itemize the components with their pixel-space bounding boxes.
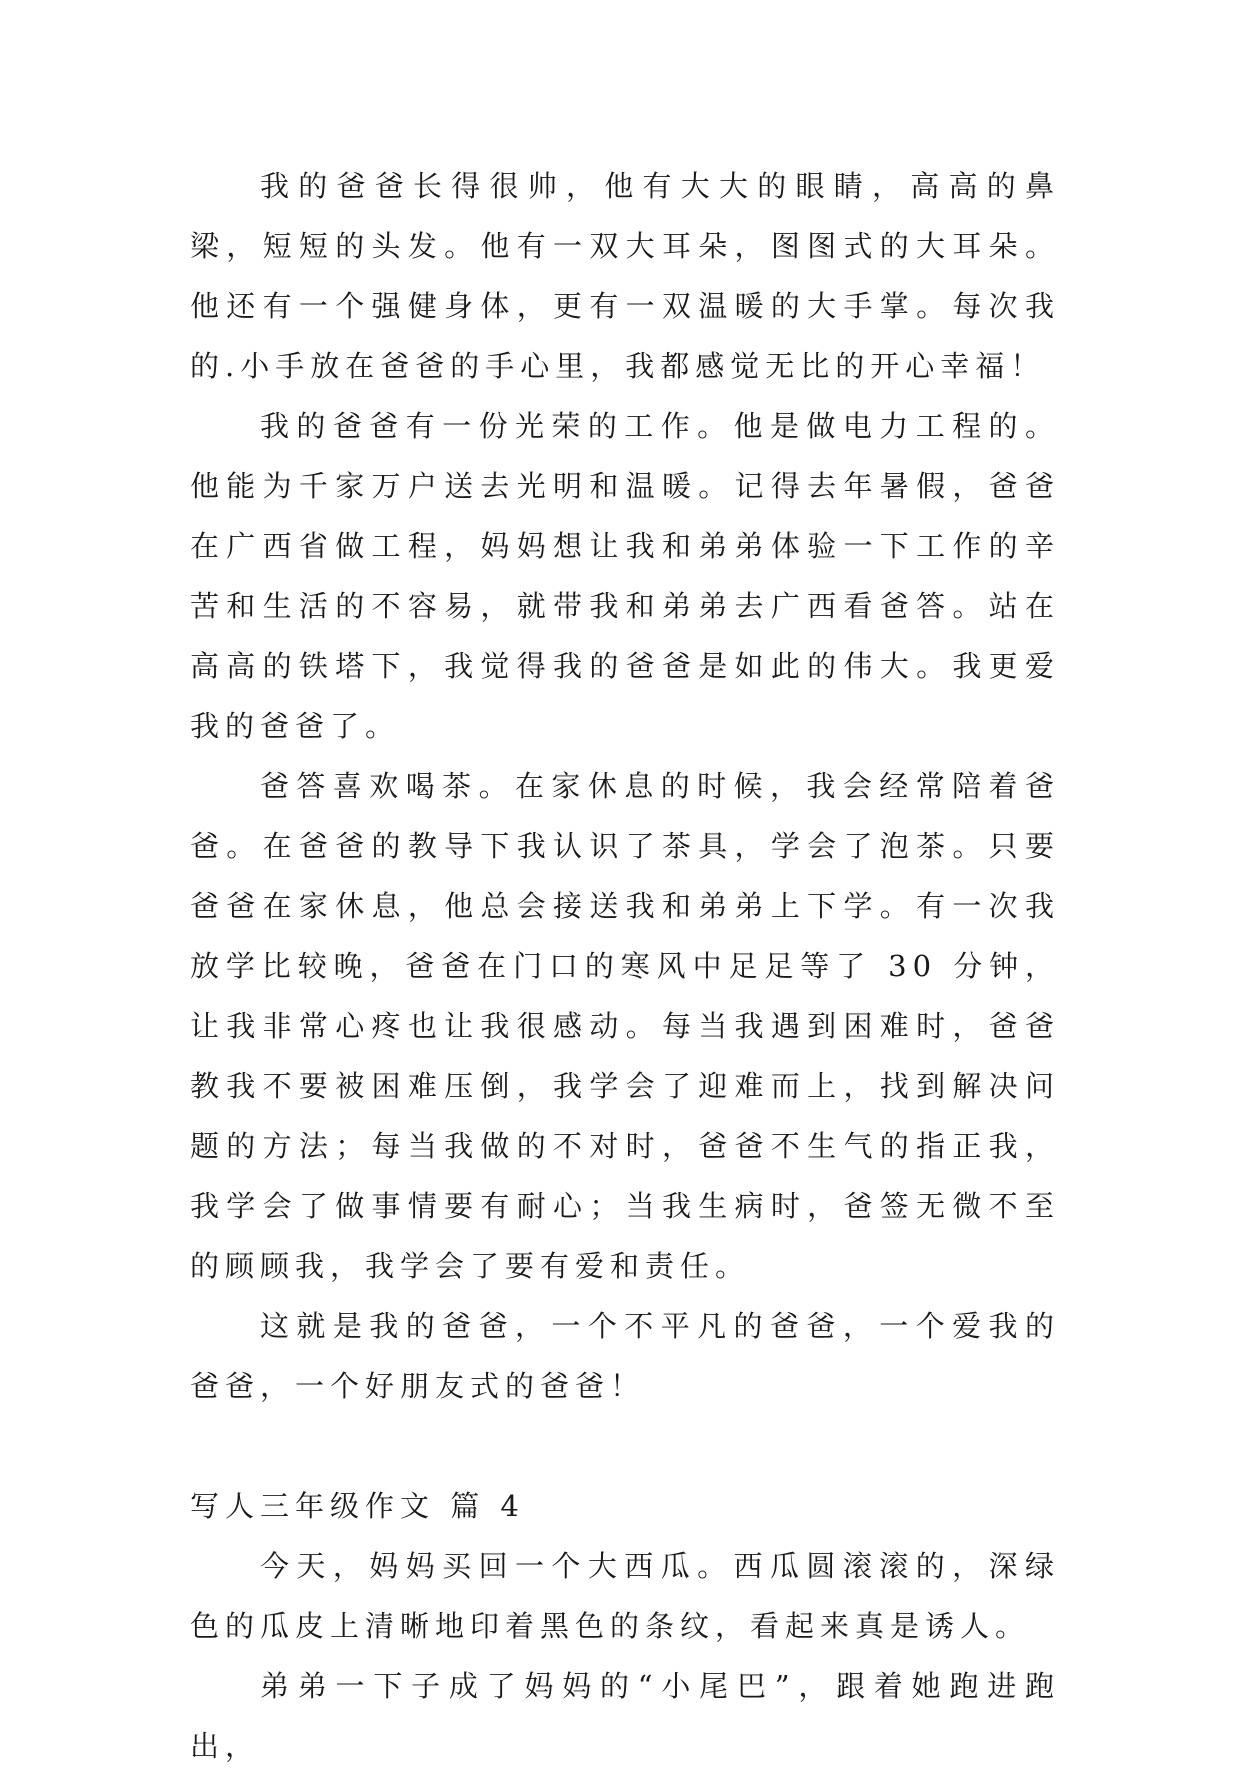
paragraph-father-appearance: 我的爸爸长得很帅，他有大大的眼睛，高高的鼻梁，短短的头发。他有一双大耳朵，图图式的大耳朵。他还有一个强健身体，更有一双温暖的大手掌。每次我的.小手放在爸爸的手心里，我都感觉无比的开心幸福！	[190, 169, 1060, 383]
section-spacer	[190, 1416, 1060, 1476]
paragraph-little-brother: 弟弟一下子成了妈妈的“小尾巴”，跟着她跑进跑出，	[190, 1669, 1060, 1763]
section-title: 写人三年级作文 篇 4	[190, 1489, 525, 1523]
paragraph-conclusion: 这就是我的爸爸，一个不平凡的爸爸，一个爱我的爸爸，一个好朋友式的爸爸！	[190, 1309, 1060, 1403]
paragraph-watermelon: 今天，妈妈买回一个大西瓜。西瓜圆滚滚的，深绿色的瓜皮上清晰地印着黑色的条纹，看起来真是诱人。	[190, 1549, 1060, 1643]
paragraph-father-work: 我的爸爸有一份光荣的工作。他是做电力工程的。他能为千家万户送去光明和温暖。记得去年暑假，爸爸在广西省做工程，妈妈想让我和弟弟体验一下工作的辛苦和生活的不容易，就带我和弟弟去广西看爸答。站在高高的铁塔下，我觉得我的爸爸是如此的伟大。我更爱我的爸爸了。	[190, 409, 1060, 743]
paragraph-father-tea: 爸答喜欢喝茶。在家休息的时候，我会经常陪着爸爸。在爸爸的教导下我认识了茶具，学会了泡茶。只要爸爸在家休息，他总会接送我和弟弟上下学。有一次我放学比较晚，爸爸在门口的寒风中足足等了 30 分钟，让我非常心疼也让我很感动。每当我遇到困难时，爸爸教我不要被困难压倒，我学会了迎难而上，找到解决问题的方法；每当我做的不对时，爸爸不生气的指正我，我学会了做事情要有耐心；当我生病时，爸签无微不至的顾顾我，我学会了要有爱和责任。	[190, 769, 1060, 1283]
document-body	[190, 156, 1060, 1776]
